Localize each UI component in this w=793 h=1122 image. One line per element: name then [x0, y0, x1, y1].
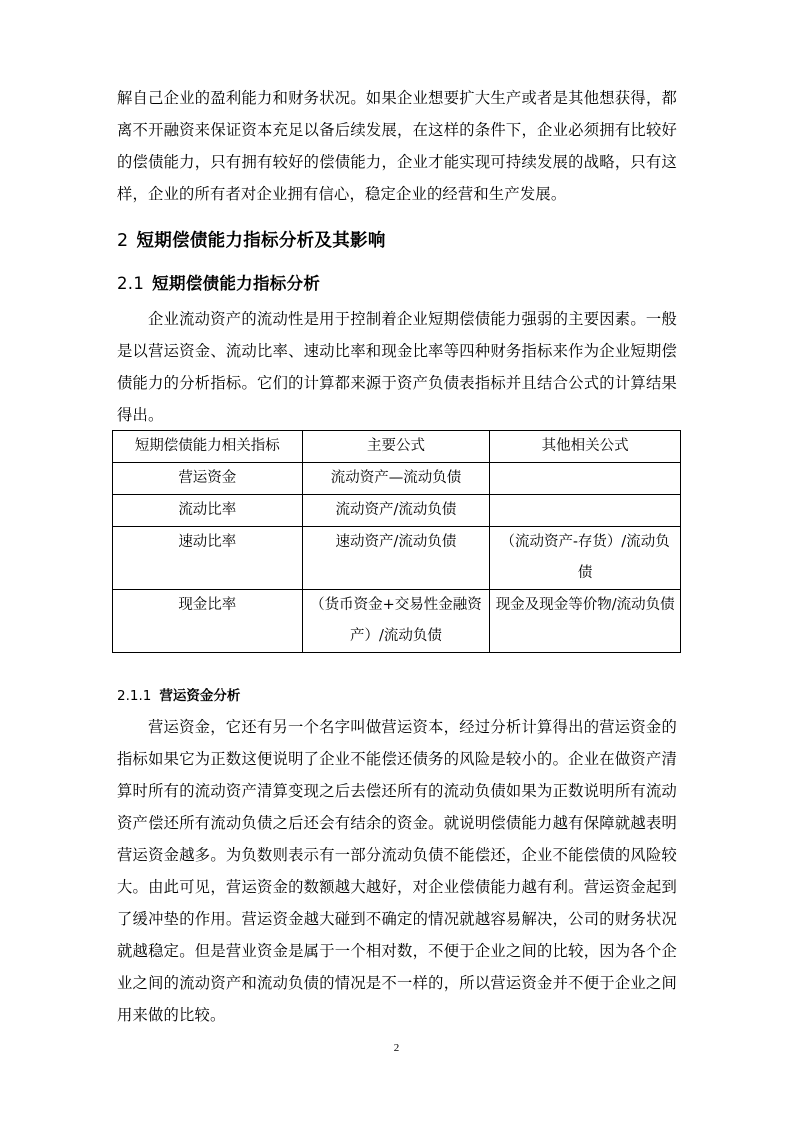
subsection-heading	[117, 271, 320, 297]
table-cell	[490, 463, 681, 495]
table-cell: 现金比率	[113, 590, 303, 653]
table-cell: 现金及现金等价物/流动负债	[490, 590, 681, 653]
table-cell: 流动资产/流动负债	[302, 495, 490, 527]
table-cell: 营运资金	[113, 463, 303, 495]
section-title: 短期偿债能力指标分析及其影响	[136, 231, 386, 251]
table-row	[113, 590, 681, 653]
table-header-cell: 短期偿债能力相关指标	[113, 431, 303, 463]
table-row	[113, 463, 681, 495]
section-heading	[117, 228, 386, 254]
table-cell: 流动比率	[113, 495, 303, 527]
table-cell: 速动比率	[113, 527, 303, 590]
liquidity-metrics-table	[112, 430, 681, 653]
table-cell: 速动资产/流动负债	[302, 527, 490, 590]
table-header-cell: 其他相关公式	[490, 431, 681, 463]
table-cell: 流动资产—流动负债	[302, 463, 490, 495]
intro-paragraph: 解自己企业的盈利能力和财务状况。如果企业想要扩大生产或者是其他想获得，都离不开融资来保证资本充足以备后续发展，在这样的条件下，企业必须拥有比较好的偿债能力，只有拥有较好的偿债能力，企业才能实现可持续发展的战略，只有这样，企业的所有者对企业拥有信心，稳定企业的经营和生产发展。	[117, 89, 677, 203]
subsection-paragraph: 企业流动资产的流动性是用于控制着企业短期偿债能力强弱的主要因素。一般是以营运资金、流动比率、速动比率和现金比率等四种财务指标来作为企业短期偿债能力的分析指标。它们的计算都来源于资产负债表指标并且结合公式的计算结果得出。	[117, 310, 677, 424]
section-number: 2	[117, 231, 129, 251]
table-row	[113, 527, 681, 590]
table-cell: （流动资产-存货）/流动负债	[490, 527, 681, 590]
subsection-number: 2.1	[117, 274, 145, 293]
subsubsection-paragraph: 营运资金，它还有另一个名字叫做营运资本，经过分析计算得出的营运资金的指标如果它为正数这便说明了企业不能偿还债务的风险是较小的。企业在做资产清算时所有的流动资产清算变现之后去偿还所有的流动负债如果为正数说明所有流动资产偿还所有流动负债之后还会有结余的资金。就说明偿债能力越有保障就越表明营运资金越多。为负数则表示有一部分流动负债不能偿还，企业不能偿债的风险较大。由此可见，营运资金的数额越大越好，对企业偿债能力越有利。营运资金起到了缓冲垫的作用。营运资金越大碰到不确定的情况就越容易解决，公司的财务状况就越稳定。但是营业资金是属于一个相对数，不便于企业之间的比较，因为各个企业之间的流动资产和流动负债的情况是不一样的，所以营运资金并不便于企业之间用来做的比较。	[117, 718, 677, 1024]
table-header-cell: 主要公式	[302, 431, 490, 463]
table-cell: （货币资金+交易性金融资产）/流动负债	[302, 590, 490, 653]
subsubsection-title: 营运资金分析	[159, 688, 241, 704]
table-row	[113, 495, 681, 527]
page-number: 2	[393, 1042, 400, 1054]
subsubsection-heading	[117, 686, 240, 706]
subsection-title: 短期偿债能力指标分析	[152, 274, 321, 293]
subsubsection-number: 2.1.1	[117, 688, 152, 704]
table-cell	[490, 495, 681, 527]
table-header-row	[113, 431, 681, 463]
